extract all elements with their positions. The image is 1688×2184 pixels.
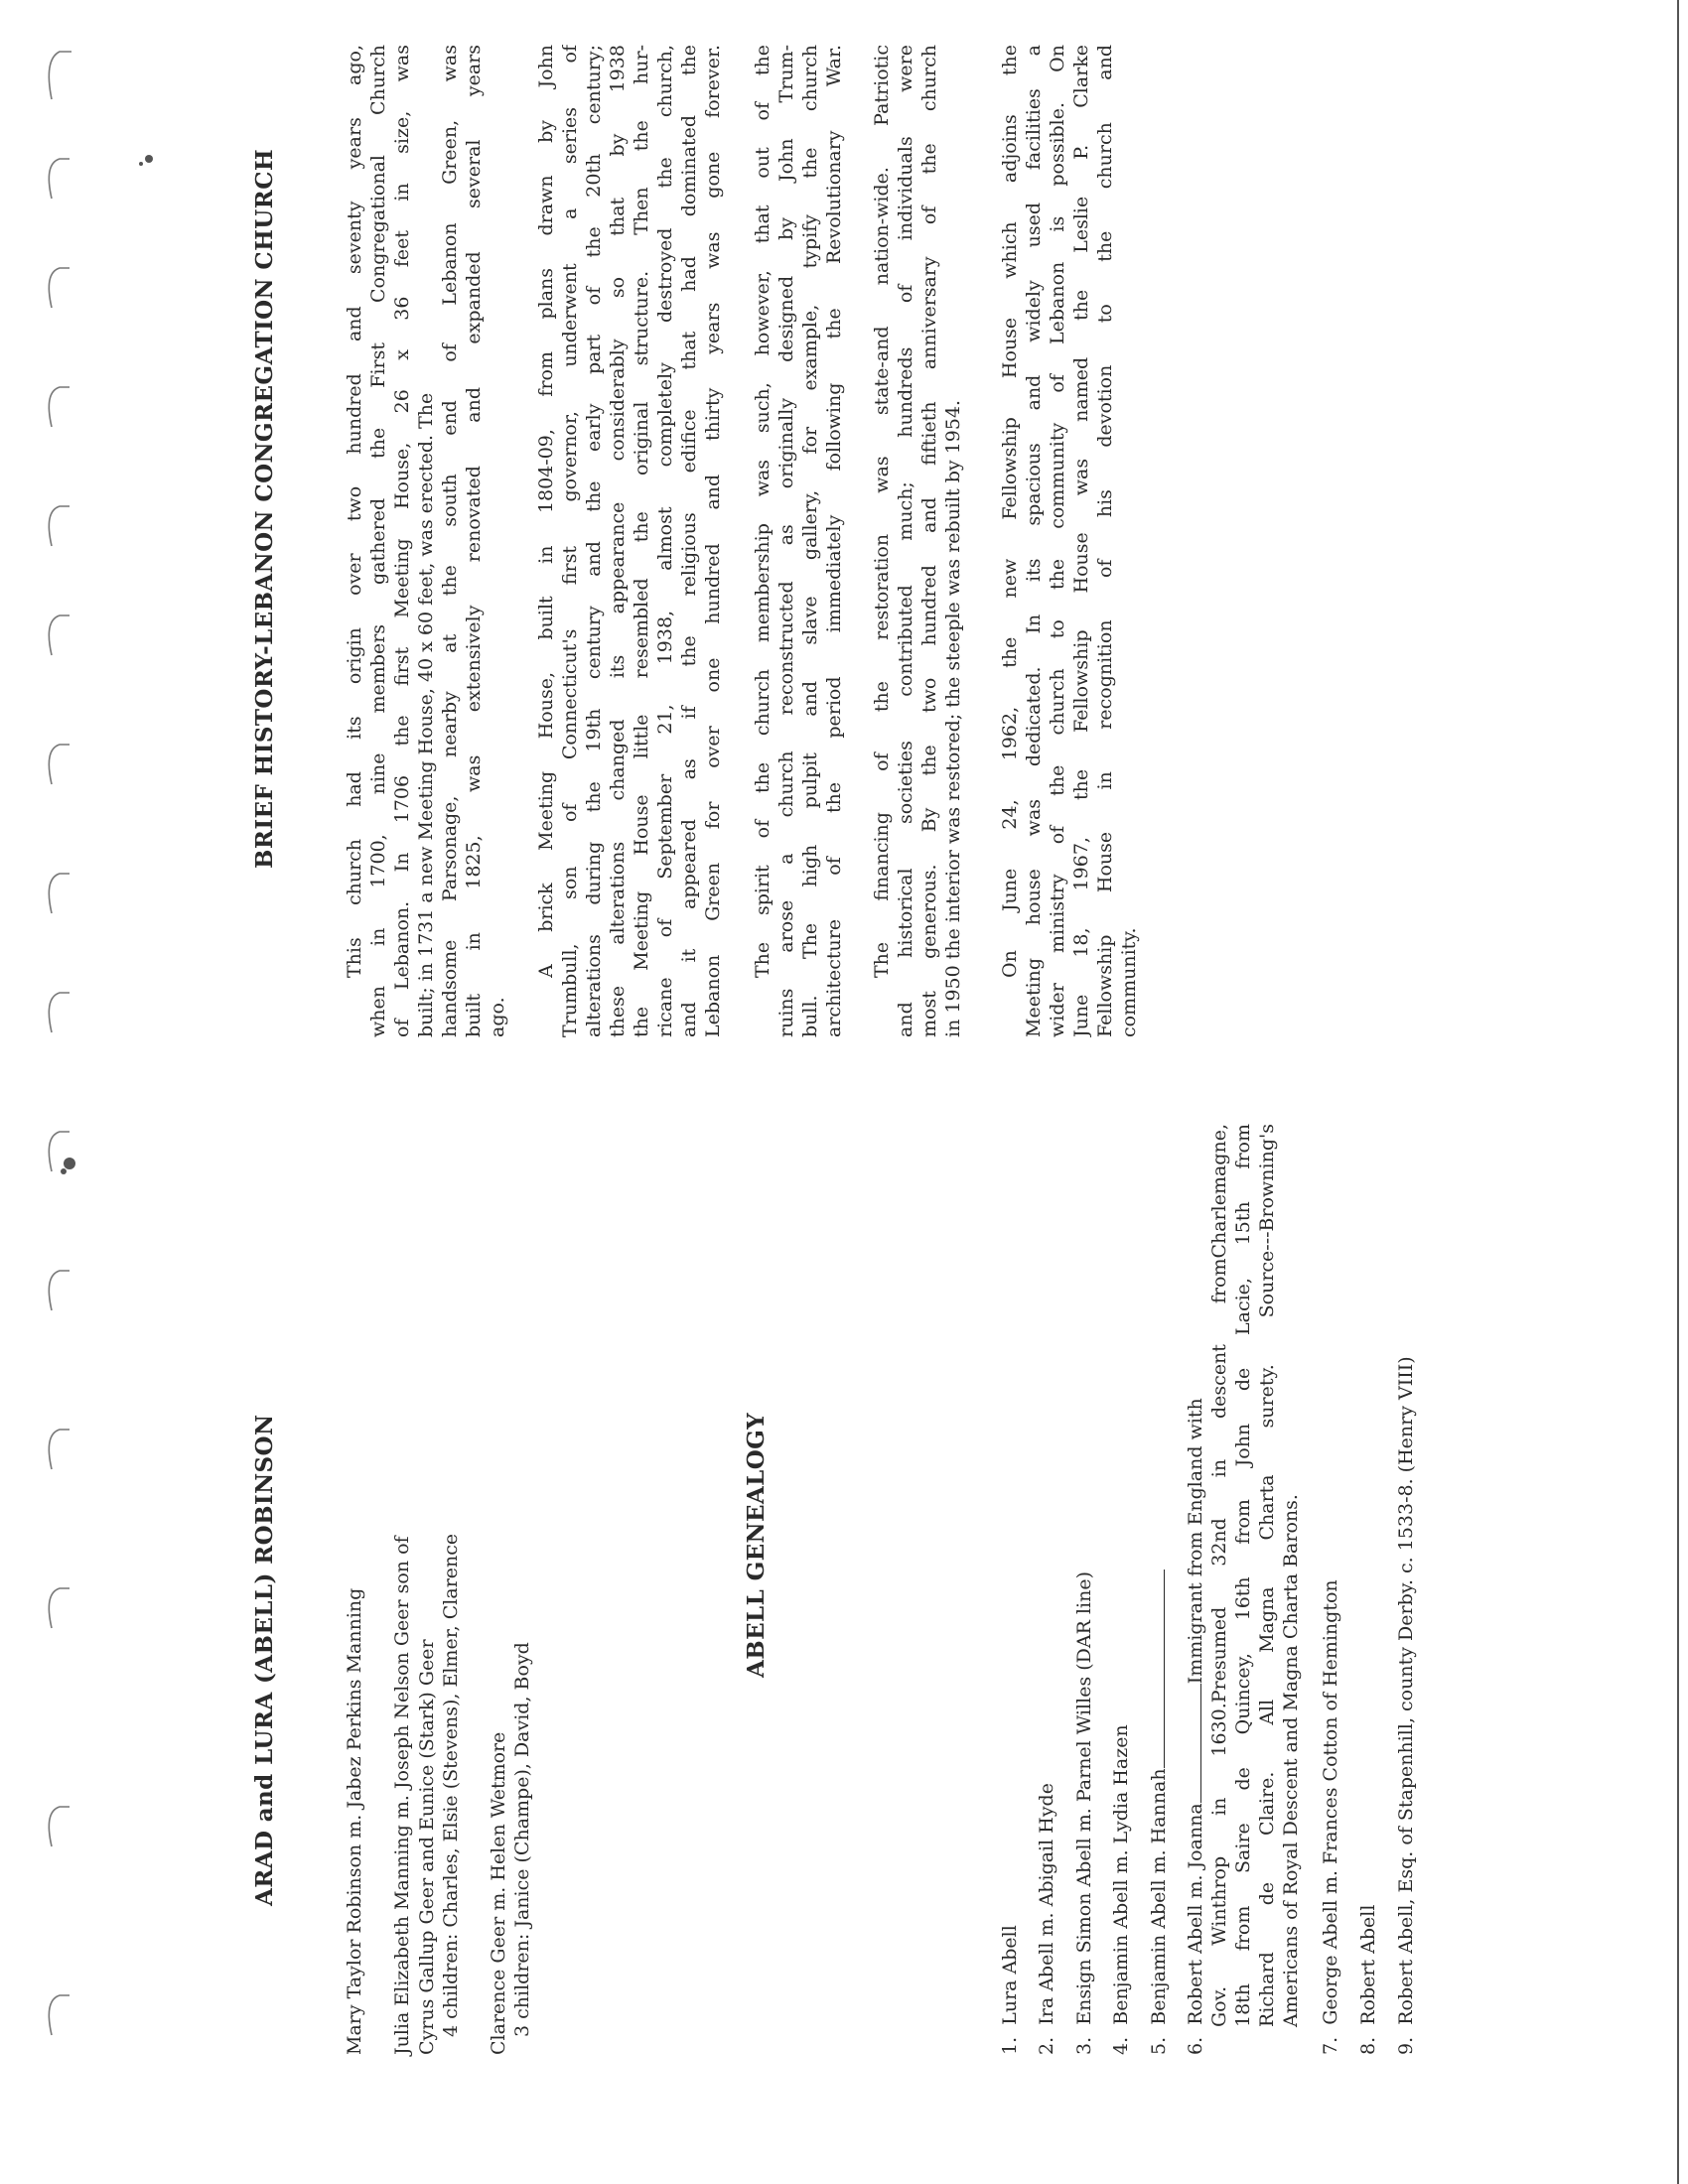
family-line: Cyrus Gallup Geer and Eunice (Stark) Geer [416,1639,438,2055]
genealogy-item [1394,1356,1418,2055]
genealogy-item [1147,1570,1171,2055]
family-line: 4 children: Charles, Elsie (Stevens), Elmer, Clarence [440,1533,462,2037]
genealogy-item [1035,1783,1058,2055]
left-page-title: ARAD and LURA (ABELL) ROBINSON [251,1414,278,1906]
history-line: built; in 1731 a new Meeting House, 40 x 60 feet, was erected. The [415,392,437,1037]
genealogy-number: 7. [1320,2036,1341,2055]
genealogy-item [1109,1724,1133,2055]
genealogy-continuation: Richard de Claire. All Magna Charta surety. Source---Browning's [1256,1124,1278,2027]
genealogy-text: George Abell m. Frances Cotton of Hemington [1320,1579,1341,2025]
history-line: Fellowship House in recognition of his devotion to the church and [1094,45,1116,1037]
genealogy-number: 6. [1185,2036,1206,2055]
genealogy-number: 3. [1073,2036,1095,2055]
history-line: The spirit of the church membership was such, however, that out of the [752,45,774,978]
history-line: On June 24, 1962, the new Fellowship House which adjoins the [999,45,1021,978]
genealogy-text: Ensign Simon Abell m. Parnel Willes (DAR line) [1073,1570,1095,2025]
family-line: Mary Taylor Robinson m. Jabez Perkins Manning [344,1587,365,2055]
history-line: Trumbull, son of Connecticut's first governor, underwent a series of [559,45,581,1037]
right-page-title: BRIEF HISTORY-LEBANON CONGREGATION CHURCH [251,148,278,869]
history-line: The financing of the restoration was state-and nation-wide. Patriotic [871,45,893,978]
history-line: architecture of the period immediately following the Revolutionary War. [823,45,845,1037]
history-line: built in 1825, was extensively renovated and expanded several years [463,45,485,1037]
genealogy-item [1072,1571,1096,2055]
history-line: community. [1118,927,1140,1037]
genealogy-number: 4. [1110,2036,1132,2055]
genealogy-item [1356,1905,1380,2055]
history-line: This church had its origin over two hundred and seventy years ago, [344,45,365,978]
history-line: and it appeared as if the religious edifice that had dominated the [678,45,700,1037]
history-line: when in 1700, nine members gathered the First Congregational Church [367,45,389,1037]
history-line: wider ministry of the church to the community of Lebanon is possible. On [1047,45,1068,1037]
blank-line [1150,1570,1165,1768]
history-line: June 18, 1967, the Fellowship House was named the Leslie P. Clarke [1070,45,1092,1037]
blank-line [1187,1684,1201,1803]
history-line: Lebanon Green for over one hundred and thirty years was gone forever. [702,45,724,1037]
history-line: these alterations changed its appearance considerably so that by 1938 [607,45,629,1037]
genealogy-item [1184,1398,1207,2055]
genealogy-text: Robert Abell m. Joanna [1185,1803,1206,2025]
history-line: ago. [487,997,508,1037]
genealogy-title: ABELL GENEALOGY [743,1412,770,1678]
history-line: bull. The high pulpit and slave gallery, for example, typify the church [799,45,821,1037]
genealogy-number: 5. [1148,2036,1170,2055]
genealogy-number: 2. [1036,2036,1057,2055]
history-line: A brick Meeting House, built in 1804-09, from plans drawn by John [535,45,557,978]
genealogy-number: 8. [1357,2036,1379,2055]
genealogy-continuation: 18th from Saire de Quincey, 16th from John de Lacie, 15th from [1232,1124,1254,2027]
history-line: most generous. By the two hundred and fiftieth anniversary of the church [918,45,940,1037]
genealogy-text: Benjamin Abell m. Hannah [1148,1768,1170,2025]
history-line: of Lebanon. In 1706 the first Meeting House, 26 x 36 feet in size, was [391,45,413,1037]
genealogy-text: Robert Abell [1357,1904,1379,2025]
genealogy-text: Robert Abell, Esq. of Stapenhill, county Derby. c. 1533-8. (Henry VIII) [1395,1356,1417,2025]
history-line: in 1950 the interior was restored; the steeple was rebuilt by 1954. [942,399,964,1037]
history-line: and historical societies contributed much; hundreds of individuals were [895,45,916,1037]
genealogy-number: 9. [1395,2036,1417,2055]
history-line: Meeting house was dedicated. In its spacious and widely used facilities a [1023,45,1045,1037]
genealogy-continuation: Americans of Royal Descent and Magna Charta Barons. [1280,1494,1302,2027]
genealogy-text: Ira Abell m. Abigail Hyde [1036,1783,1057,2025]
history-line: handsome Parsonage, nearby at the south end of Lebanon Green, was [439,45,461,1037]
history-line: ricane of September 21, 1938, almost completely destroyed the church, [654,45,676,1037]
family-line: 3 children: Janice (Champe), David, Boyd [511,1642,533,2037]
genealogy-text: Benjamin Abell m. Lydia Hazen [1110,1724,1132,2025]
genealogy-item [998,1925,1022,2055]
genealogy-text-after-blank: Immigrant from England with [1185,1398,1206,1685]
history-line: the Meeting House little resembled the original structure. Then the hur- [631,45,652,1037]
family-line: Julia Elizabeth Manning m. Joseph Nelson Geer son of [391,1536,413,2055]
history-line: ruins arose a church reconstructed as originally designed by John Trum- [775,45,797,1037]
genealogy-continuation: Gov. Winthrop in 1630.Presumed 32nd in descent fromCharlemagne, [1208,1124,1230,2027]
genealogy-text: Lura Abell [999,1925,1021,2025]
history-line: alterations during the 19th century and the early part of the 20th century; [583,45,605,1037]
family-line: Clarence Geer m. Helen Wetmore [488,1731,509,2055]
genealogy-number: 1. [999,2036,1021,2055]
genealogy-item [1319,1579,1342,2055]
